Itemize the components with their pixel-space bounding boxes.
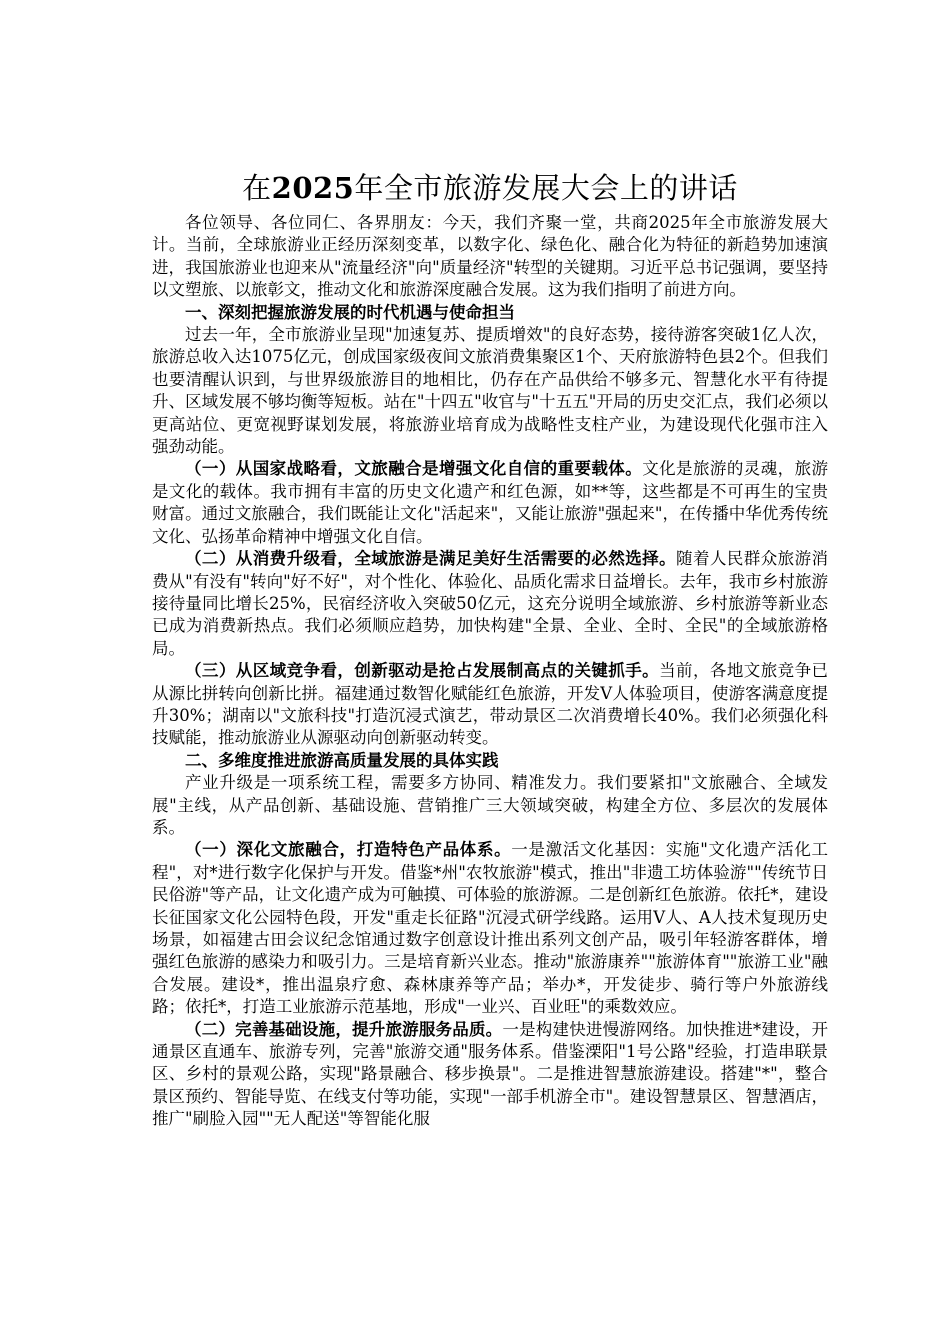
section-1-paragraph: 过去一年，全市旅游业呈现"加速复苏、提质增效"的良好态势，接待游客突破1亿人次，旅游总收入达1075亿元，创成国家级夜间文旅消费集聚区1个、天府旅游特色县2个。但我们也要清醒认识到，与世界级旅游目的地相比，仍存在产品供给不够多元、智慧化水平有待提升、区域发展不够均衡等短板。站在"十四五"收官与"十五五"开局的历史交汇点，我们必须以更高站位、更宽视野谋划发展，将旅游业培育成为战略性支柱产业，为建设现代化强市注入强劲动能。	[152, 325, 828, 457]
subsection-text: 一是激活文化基因：实施"文化遗产活化工程"，对*进行数字化保护与开发。借鉴*州"农牧旅游"模式，推出"非遗工坊体验游""传统节日民俗游"等产品，让文化遗产成为可触摸、可体验的旅游源。二是创新红色旅游。依托*，建设长征国家文化公园特色段，开发"重走长征路"沉浸式研学线路。运用V人、A人技术复现历史场景，如福建古田会议纪念馆通过数字创意设计推出系列文创产品，吸引年轻游客群体，增强红色旅游的感染力和吸引力。三是培育新兴业态。推动"旅游康养""旅游体育""旅游工业"融合发展。建设*，推出温泉疗愈、森林康养等产品；举办*，开发徒步、骑行等户外旅游线路；依托*，打造工业旅游示范基地，形成"一业兴、百业旺"的乘数效应。	[152, 840, 829, 1017]
subsection-1-1	[152, 458, 828, 548]
subsection-1-3	[152, 660, 828, 750]
subsection-1-2	[152, 548, 828, 660]
document-title	[152, 168, 828, 208]
subsection-2-1	[152, 839, 828, 1018]
subsection-2-2	[152, 1019, 828, 1131]
section-heading-2: 二、多维度推进旅游高质量发展的具体实践	[185, 750, 499, 770]
subsection-lead: （一）从国家战略看，文旅融合是增强文化自信的重要载体。	[185, 459, 643, 479]
subsection-lead: （一）深化文旅融合，打造特色产品体系。	[185, 840, 512, 860]
intro-paragraph: 各位领导、各位同仁、各界朋友：今天，我们齐聚一堂，共商2025年全市旅游发展大计。当前，全球旅游业正经历深刻变革，以数字化、绿色化、融合化为特征的新趋势加速演进，我国旅游业也迎来从"流量经济"向"质量经济"转型的关键期。习近平总书记强调，要坚持以文塑旅、以旅彰文，推动文化和旅游深度融合发展。这为我们指明了前进方向。	[152, 213, 828, 300]
section-heading-1: 一、深刻把握旅游发展的时代机遇与使命担当	[185, 302, 515, 322]
subsection-text: 文化是旅游的灵魂，旅游是文化的载体。我市拥有丰富的历史文化遗产和红色源，如**等，这些都是不可再生的宝贵财富。通过文旅融合，我们既能让文化"活起来"，又能让旅游"强起来"，在传播中华优秀传统文化、弘扬革命精神中增强文化自信。	[152, 459, 829, 546]
title-prefix: 在	[242, 171, 272, 205]
subsection-text: 随着人民群众旅游消费从"有没有"转向"好不好"，对个性化、体验化、品质化需求日益增长。去年，我市乡村旅游接待量同比增长25%，民宿经济收入突破50亿元，这充分说明全域旅游、乡村旅游等新业态已成为消费新热点。我们必须顺应趋势，加快构建"全景、全业、全时、全民"的全域旅游格局。	[152, 549, 829, 658]
document-page	[152, 168, 828, 1131]
subsection-lead: （三）从区域竞争看，创新驱动是抢占发展制高点的关键抓手。	[185, 661, 660, 681]
section-2-paragraph: 产业升级是一项系统工程，需要多方协同、精准发力。我们要紧扣"文旅融合、全域发展"主线，从产品创新、基础设施、营销推广三大领域突破，构建全方位、多层次的发展体系。	[152, 773, 828, 837]
subsection-lead: （二）完善基础设施，提升旅游服务品质。	[185, 1019, 503, 1039]
subsection-text: 当前，各地文旅竞争已从源比拼转向创新比拼。福建通过数智化赋能红色旅游，开发V人体验项目，使游客满意度提升30%；湖南以"文旅科技"打造沉浸式演艺，带动景区二次消费增长40%。我们必须强化科技赋能，推动旅游业从源驱动向创新驱动转变。	[152, 661, 829, 748]
subsection-text: 一是构建快进慢游网络。加快推进*建设，开通景区直通车、旅游专列，完善"旅游交通"服务体系。借鉴溧阳"1号公路"经验，打造串联景区、乡村的景观公路，实现"路景融合、移步换景"。二是推进智慧旅游建设。搭建"*"，整合景区预约、智能导览、在线支付等功能，实现"一部手机游全市"。建设智慧景区、智慧酒店，推广"刷脸入园""无人配送"等智能化服	[152, 1019, 829, 1129]
title-year: 2025	[271, 171, 355, 205]
subsection-lead: （二）从消费升级看，全域旅游是满足美好生活需要的必然选择。	[185, 549, 677, 569]
title-suffix: 年全市旅游发展大会上的讲话	[354, 171, 738, 205]
